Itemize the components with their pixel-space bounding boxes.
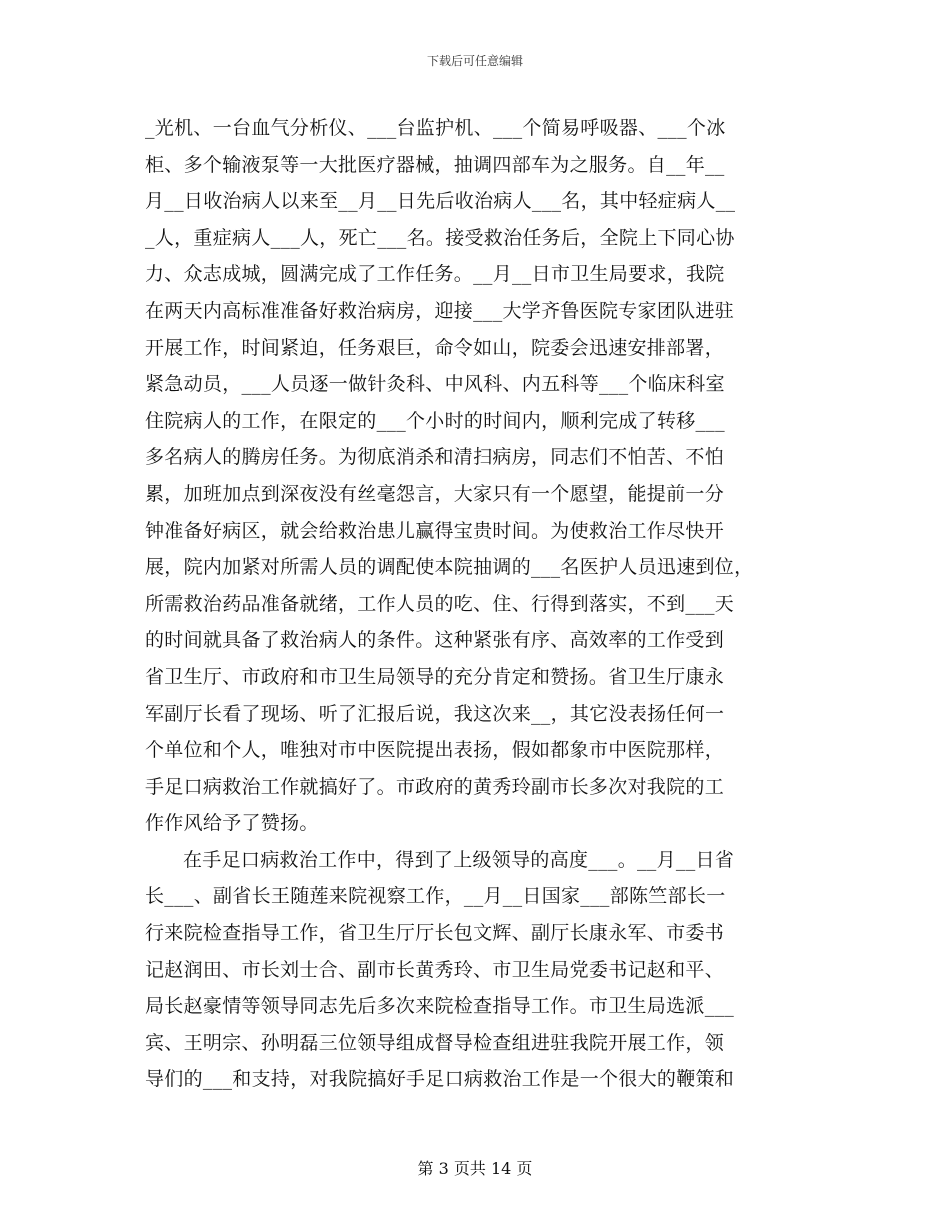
text-line: 所需救治药品准备就绪，工作人员的吃、住、行得到落实，不到___天 (145, 592, 735, 615)
text-line: 军副厅长看了现场、听了汇报后说，我这次来__，其它没表扬任何一 (145, 702, 725, 725)
text-line: 手足口病救治工作就搞好了。市政府的黄秀玲副市长多次对我院的工 (145, 775, 725, 798)
text-line: 多名病人的腾房任务。为彻底消杀和清扫病房，同志们不怕苦、不怕 (145, 446, 725, 469)
text-line: 紧急动员，___人员逐一做针灸科、中风科、内五科等___个临床科室 (145, 373, 725, 396)
text-line: 展，院内加紧对所需人员的调配使本院抽调的___名医护人员迅速到位， (145, 556, 754, 579)
text-line: 记赵润田、市长刘士合、副市长黄秀玲、市卫生局党委书记赵和平、 (145, 958, 725, 981)
text-line: 省卫生厅、市政府和市卫生局领导的充分肯定和赞扬。省卫生厅康永 (145, 665, 725, 688)
text-line: 长___、副省长王随莲来院视察工作，__月__日国家___部陈竺部长一 (145, 885, 726, 908)
document-body (145, 110, 817, 1098)
text-line: 月__日收治病人以来至__月__日先后收治病人___名，其中轻症病人__ (145, 190, 736, 213)
text-line: 的时间就具备了救治病人的条件。这种紧张有序、高效率的工作受到 (145, 629, 725, 652)
text-line: 个单位和个人，唯独对市中医院提出表扬，假如都象市中医院那样， (145, 739, 725, 762)
text-line: 力、众志成城，圆满完成了工作任务。__月__日市卫生局要求，我院 (145, 263, 725, 286)
page-footer: 第 3 页共 14 页 (417, 1159, 533, 1178)
text-line: _人，重症病人___人，死亡___名。接受救治任务后，全院上下同心协 (145, 226, 735, 249)
text-line: 在两天内高标准准备好救治病房，迎接___大学齐鲁医院专家团队进驻 (145, 299, 735, 322)
text-line: 开展工作，时间紧迫，任务艰巨，命令如山，院委会迅速安排部署， (145, 336, 725, 359)
text-line: 局长赵豪情等领导同志先后多次来院检查指导工作。市卫生局选派___ (145, 995, 735, 1018)
text-line: 导们的___和支持，对我院搞好手足口病救治工作是一个很大的鞭策和 (145, 1068, 735, 1091)
page-header: 下载后可任意编辑 (426, 54, 523, 68)
text-line: 钟准备好病区，就会给救治患儿赢得宝贵时间。为使救治工作尽快开 (145, 519, 725, 542)
text-line: 行来院检查指导工作，省卫生厅厅长包文辉、副厅长康永军、市委书 (145, 922, 725, 945)
text-line: 在手足口病救治工作中，得到了上级领导的高度___。__月__日省 (183, 848, 735, 871)
paragraph-2 (145, 842, 817, 1098)
text-line: 作作风给予了赞扬。 (145, 812, 319, 835)
text-line: 柜、多个输液泵等一大批医疗器械，抽调四部车为之服务。自__年__ (145, 153, 725, 176)
text-line: _光机、一台血气分析仪、___台监护机、___个简易呼吸器、___个冰 (145, 117, 726, 139)
paragraph-1 (145, 110, 817, 842)
text-line: 宾、王明宗、孙明磊三位领导组成督导检查组进驻我院开展工作，领 (145, 1031, 725, 1054)
text-line: 住院病人的工作，在限定的___个小时的时间内，顺利完成了转移___ (145, 409, 725, 432)
text-line: 累，加班加点到深夜没有丝毫怨言，大家只有一个愿望，能提前一分 (145, 482, 725, 505)
